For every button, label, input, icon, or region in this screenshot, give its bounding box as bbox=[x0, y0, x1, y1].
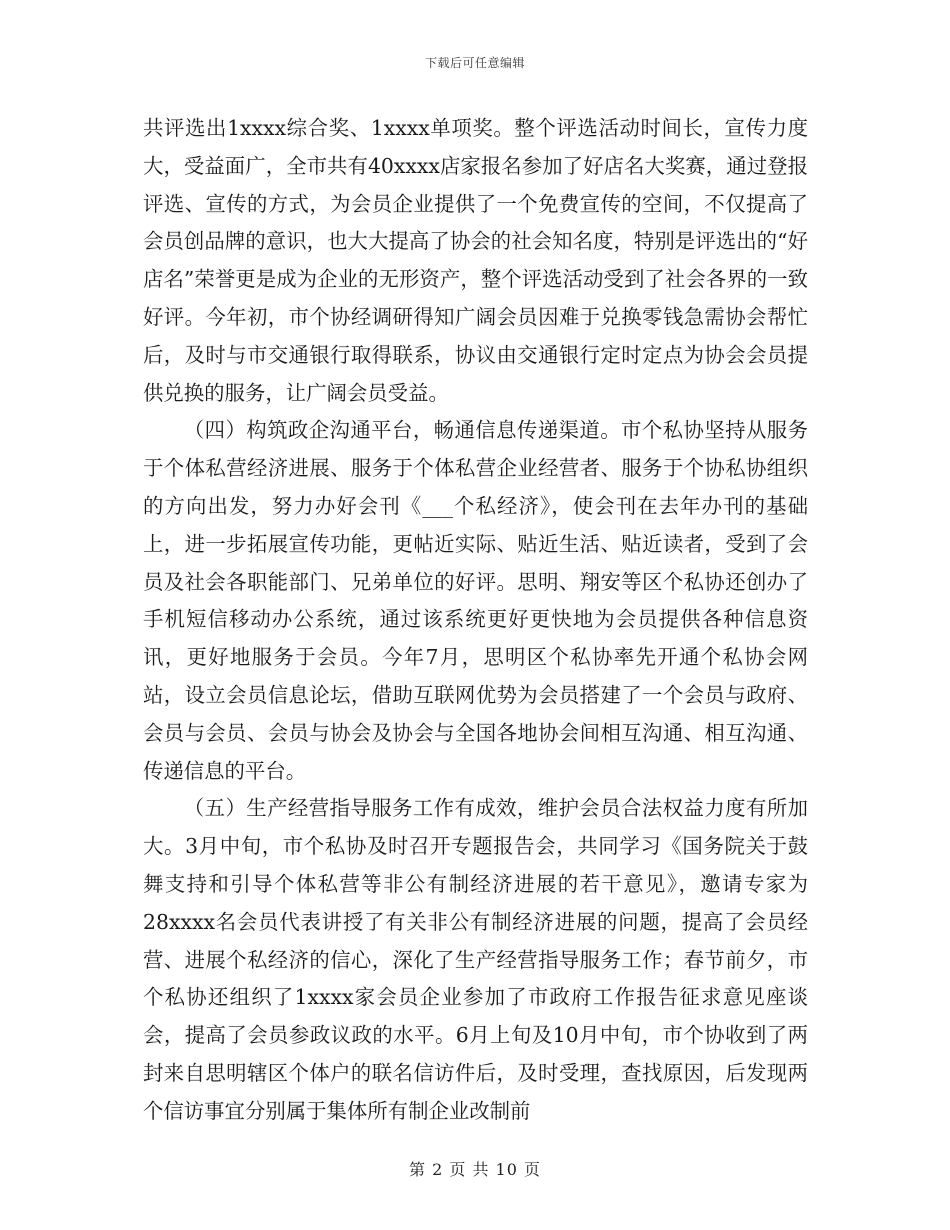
body-paragraph-2: （四）构筑政企沟通平台，畅通信息传递渠道。市个私协坚持从服务于个体私营经济进展、服务于个体私营企业经营者、服务于个协私协组织的方向出发，努力办好会刊《___个私经济》，使会刊在去年办刊的基础上，进一步拓展宣传功能，更帖近实际、贴近生活、贴近读者，受到了会员及社会各职能部门、兄弟单位的好评。思明、翔安等区个私协还创办了手机短信移动办公系统，通过该系统更好更快地为会员提供各种信息资讯，更好地服务于会员。今年7月，思明区个私协率先开通个私协会网站，设立会员信息论坛，借助互联网优势为会员搭建了一个会员与政府、会员与会员、会员与协会及协会与全国各地协会间相互沟通、相互沟通、传递信息的平台。 bbox=[143, 418, 808, 783]
body-paragraph-1: 共评选出1xxxx综合奖、1xxxx单项奖。整个评选活动时间长，宣传力度大，受益面广，全市共有40xxxx店家报名参加了好店名大奖赛，通过登报评选、宣传的方式，为会员企业提供了一个免费宣传的空间，不仅提高了会员创品牌的意识，也大大提高了协会的社会知名度，特别是评选出的“好店名”荣誉更是成为企业的无形资产，整个评选活动受到了社会各界的一致好评。今年初，市个协经调研得知广阔会员因难于兑换零钱急需协会帮忙后，及时与市交通银行取得联系，协议由交通银行定时定点为协会会员提供兑换的服务，让广阔会员受益。 bbox=[143, 116, 808, 405]
page-header: 下载后可任意编辑 bbox=[424, 56, 525, 70]
document-body bbox=[143, 110, 808, 1131]
page-number-footer: 第 2 页 共 10 页 bbox=[409, 1160, 541, 1179]
body-paragraph-3: （五）生产经营指导服务工作有成效，维护会员合法权益力度有所加大。3月中旬，市个私协及时召开专题报告会，共同学习《国务院关于鼓舞支持和引导个体私营等非公有制经济进展的若干意见》，邀请专家为28xxxx名会员代表讲授了有关非公有制经济进展的问题，提高了会员经营、进展个私经济的信心，深化了生产经营指导服务工作；春节前夕，市个私协还组织了1xxxx家会员企业参加了市政府工作报告征求意见座谈会，提高了会员参政议政的水平。6月上旬及10月中旬，市个协收到了两封来自思明辖区个体户的联名信访件后，及时受理，查找原因，后发现两个信访事宜分别属于集体所有制企业改制前 bbox=[143, 796, 808, 1123]
